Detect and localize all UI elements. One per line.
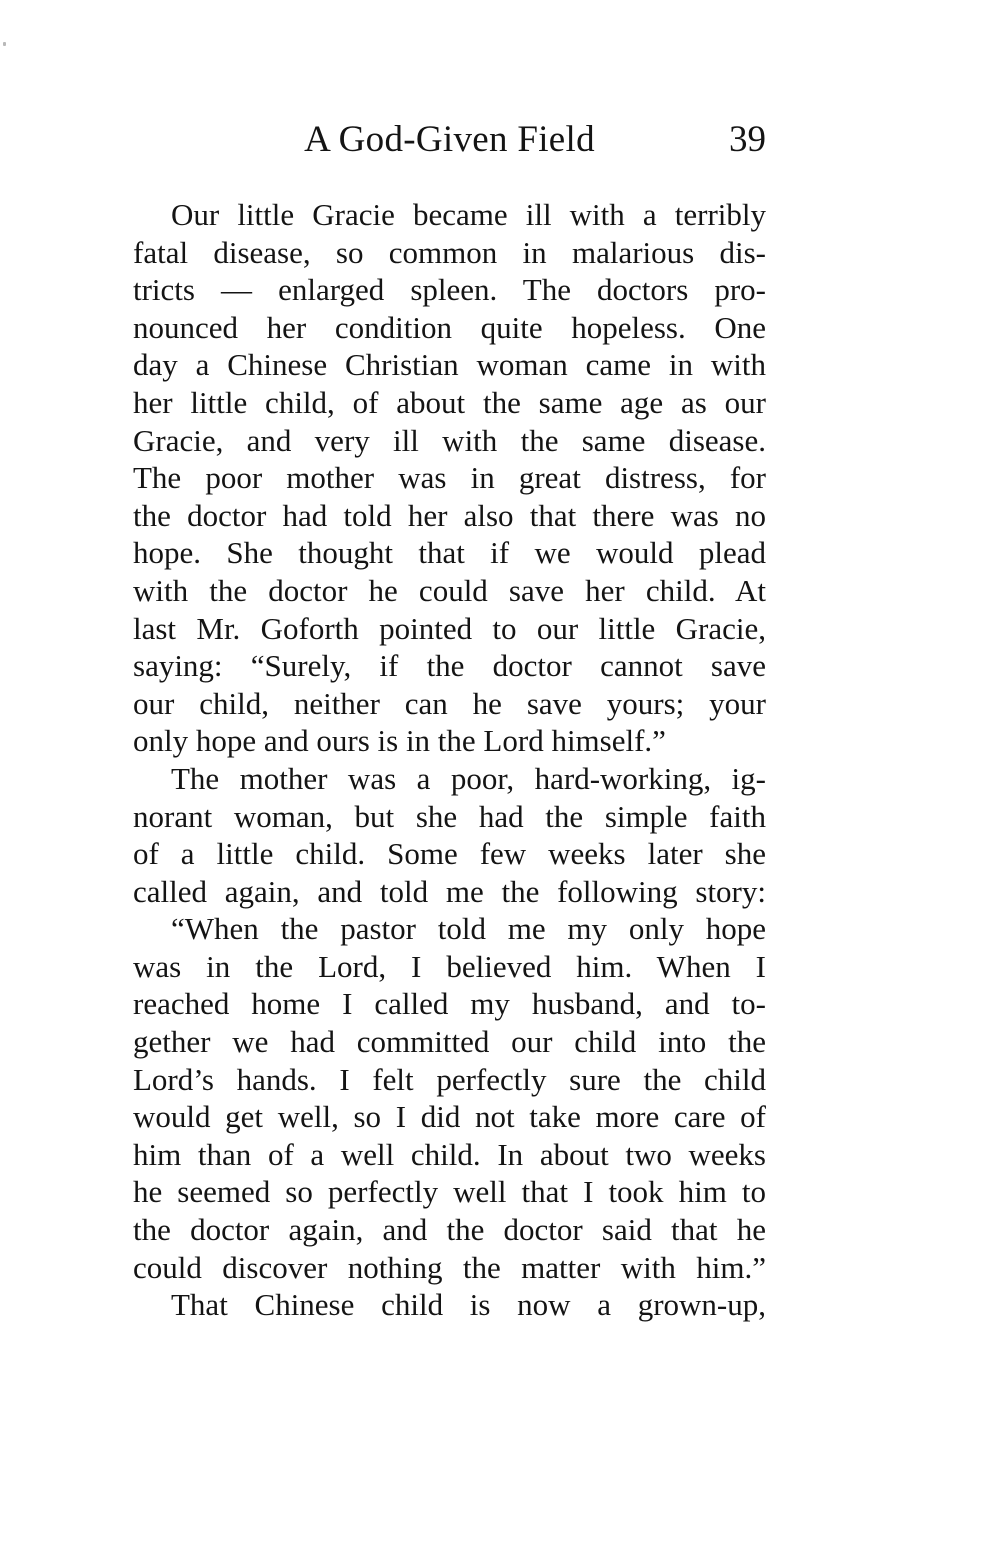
text-line: only hope and ours is in the Lord himself.” — [133, 723, 666, 759]
text-line: he seemed so perfectly well that I took him to — [133, 1174, 766, 1210]
text-line: with the doctor he could save her child. At — [133, 572, 766, 608]
text-line: of a little child. Some few weeks later she — [133, 836, 766, 872]
text-line: hope. She thought that if we would plead — [133, 535, 766, 571]
text-line: Gracie, and very ill with the same disease. — [133, 422, 766, 458]
text-line: reached home I called my husband, and to- — [133, 986, 766, 1022]
text-line: our child, neither can he save yours; your — [133, 685, 766, 721]
text-line: last Mr. Goforth pointed to our little Gracie, — [133, 610, 766, 646]
body-text — [133, 196, 766, 1324]
text-line: tricts — enlarged spleen. The doctors pro- — [133, 272, 766, 308]
text-line: nounced her condition quite hopeless. One — [133, 309, 766, 345]
text-line: Our little Gracie became ill with a terribly — [171, 197, 766, 232]
text-line: the doctor again, and the doctor said that he — [133, 1212, 766, 1248]
text-line: That Chinese child is now a grown-up, — [171, 1287, 766, 1323]
text-line: norant woman, but she had the simple faith — [133, 798, 766, 834]
text-line: the doctor had told her also that there was no — [133, 497, 766, 533]
text-line: her little child, of about the same age as our — [133, 384, 766, 420]
text-line: Lord’s hands. I felt perfectly sure the child — [133, 1061, 766, 1097]
text-line: called again, and told me the following story: — [133, 873, 766, 909]
text-line: was in the Lord, I believed him. When I — [133, 948, 766, 984]
scan-speck — [3, 42, 6, 46]
text-line: gether we had committed our child into the — [133, 1024, 766, 1060]
running-head — [133, 117, 766, 163]
text-line: saying: “Surely, if the doctor cannot save — [133, 648, 766, 684]
text-line: day a Chinese Christian woman came in with — [133, 347, 766, 383]
text-line: him than of a well child. In about two weeks — [133, 1136, 766, 1172]
text-line: “When the pastor told me my only hope — [171, 911, 766, 947]
running-title: A God-Given Field — [304, 119, 595, 160]
text-line: fatal disease, so common in malarious dis- — [133, 234, 766, 270]
text-line: The poor mother was in great distress, for — [133, 460, 766, 496]
text-line: would get well, so I did not take more care of — [133, 1099, 766, 1135]
text-line: could discover nothing the matter with him.” — [133, 1249, 766, 1285]
page-number: 39 — [729, 119, 766, 160]
text-line: The mother was a poor, hard-working, ig- — [171, 760, 766, 796]
